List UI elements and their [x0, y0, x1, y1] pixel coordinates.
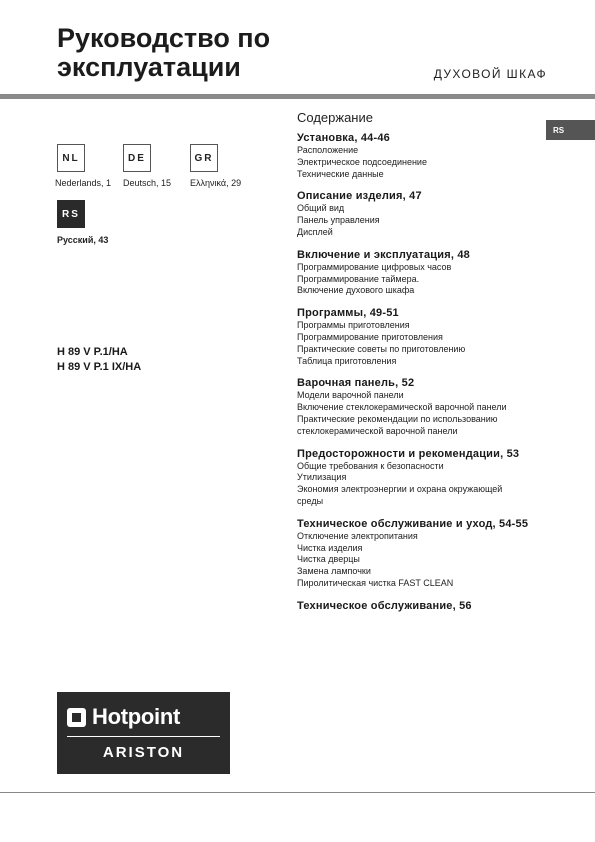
toc-item: Отключение электропитания — [297, 530, 418, 541]
lang-caption-gr: Ελληνικά, 29 — [190, 178, 242, 188]
table-of-contents — [297, 110, 557, 622]
logo-divider — [67, 736, 220, 737]
toc-section-title[interactable]: Программы, 49-51 — [297, 307, 399, 320]
lang-caption-rs: Русский, 43 — [57, 235, 109, 245]
toc-item: Панель управления — [297, 215, 380, 226]
toc-item: Дисплей — [297, 226, 333, 237]
toc-item: Включение духового шкафа — [297, 285, 415, 296]
toc-item: Расположение — [297, 145, 359, 155]
model-name: H 89 V P.1 IX/HA — [57, 361, 142, 373]
toc-item: стеклокерамической варочной панели — [297, 425, 458, 436]
toc-section-title[interactable]: Техническое обслуживание и уход, 54-55 — [297, 517, 529, 530]
logo-mark-icon — [67, 708, 86, 727]
model-list — [57, 345, 141, 375]
language-tab: RS — [546, 120, 595, 140]
toc-item: Экономия электроэнергии и охрана окружающей — [297, 484, 503, 495]
toc-section-title[interactable]: Включение и эксплуатация, 48 — [297, 248, 470, 261]
toc-heading: Содержание — [297, 110, 373, 125]
toc-item: Электрическое подсоединение — [297, 156, 427, 167]
toc-section — [297, 599, 557, 613]
toc-item: Общий вид — [297, 203, 345, 214]
toc-section — [297, 131, 557, 180]
logo-top — [67, 706, 180, 728]
toc-section — [297, 376, 557, 437]
toc-item: Программирование цифровых часов — [297, 261, 452, 272]
toc-section — [297, 248, 557, 297]
toc-item: Программирование приготовления — [297, 331, 443, 342]
toc-item: Технические данные — [297, 168, 384, 179]
toc-section — [297, 447, 557, 508]
logo-sub-text: ARISTON — [102, 744, 185, 761]
toc-section — [297, 189, 557, 238]
toc-item: Утилизация — [297, 472, 347, 483]
model-name: H 89 V P.1/HA — [57, 346, 128, 358]
header-divider — [0, 94, 595, 99]
title-line-1: Руководство по — [57, 23, 271, 53]
toc-item: Пиролитическая чистка FAST CLEAN — [297, 577, 454, 588]
toc-item: Чистка изделия — [297, 542, 363, 553]
toc-item: среды — [297, 495, 324, 506]
toc-item: Программы приготовления — [297, 320, 410, 331]
brand-logo — [57, 692, 230, 774]
toc-item: Практические советы по приготовлению — [297, 343, 466, 354]
toc-section-title[interactable]: Предосторожности и рекомендации, 53 — [297, 447, 520, 460]
toc-item: Таблица приготовления — [297, 355, 397, 366]
logo-brand-text: Hotpoint — [92, 704, 181, 729]
toc-section-title[interactable]: Описание изделия, 47 — [297, 190, 422, 203]
toc-item: Замена лампочки — [297, 566, 371, 577]
lang-box-rs[interactable]: RS — [57, 200, 85, 228]
lang-caption-de: Deutsch, 15 — [123, 178, 172, 188]
footer-divider — [0, 792, 595, 793]
toc-item: Программирование таймера. — [297, 273, 420, 284]
lang-box-gr[interactable]: GR — [190, 144, 218, 172]
toc-section-title[interactable]: Техническое обслуживание, 56 — [297, 599, 472, 612]
product-type: ДУХОВОЙ ШКАФ — [433, 67, 547, 81]
toc-section-title[interactable]: Варочная панель, 52 — [297, 377, 415, 390]
lang-box-de[interactable]: DE — [123, 144, 151, 172]
toc-section — [297, 306, 557, 367]
toc-item: Включение стеклокерамической варочной панели — [297, 402, 507, 413]
toc-item: Чистка дверцы — [297, 554, 360, 565]
toc-item: Практические рекомендации по использованию — [297, 413, 498, 424]
document-title — [57, 24, 357, 82]
toc-section-title[interactable]: Установка, 44-46 — [297, 132, 390, 144]
toc-item: Общие требования к безопасности — [297, 460, 444, 471]
lang-box-nl[interactable]: NL — [57, 144, 85, 172]
toc-section — [297, 517, 557, 590]
toc-item: Модели варочной панели — [297, 390, 404, 401]
title-line-2: эксплуатации — [57, 52, 241, 82]
lang-caption-nl: Nederlands, 1 — [55, 178, 112, 188]
